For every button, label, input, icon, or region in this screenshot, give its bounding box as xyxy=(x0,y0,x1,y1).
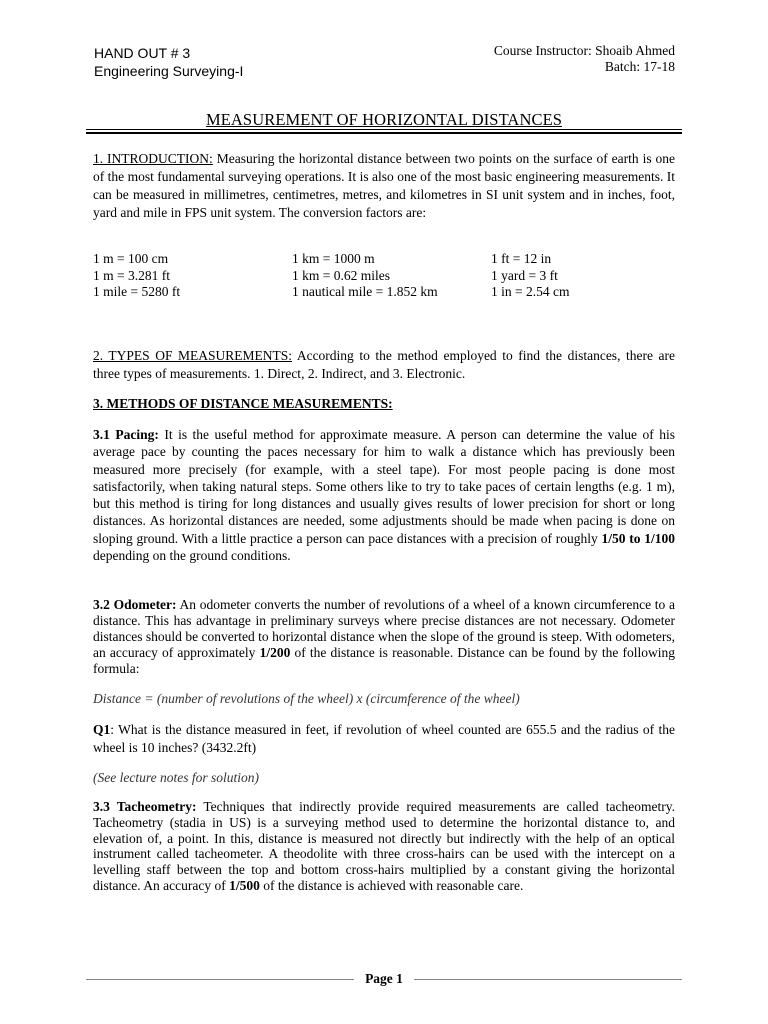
conversion-table xyxy=(93,251,683,301)
type-direct: Direct xyxy=(267,366,302,381)
conversion-cell: 1 in = 2.54 cm xyxy=(491,284,570,299)
types-heading: 2. TYPES OF MEASUREMENTS: xyxy=(93,348,293,363)
introduction-heading: 1. INTRODUCTION: xyxy=(93,151,213,166)
odometer-accuracy: 1/200 xyxy=(259,645,291,660)
introduction-text: Measuring the horizontal distance between two points on the surface of earth is one of the most fundamental surveying operations. It is also one of the most basic engineering measurements. It can be measured in millimetres, centimetres, metres, and kilometres in SI unit system and in inches, foot, yard and mile in FPS unit system. The conversion factors are: xyxy=(93,151,676,220)
tacheometry-text: of the distance is achieved with reasonable care. xyxy=(259,877,524,893)
header-right xyxy=(494,43,675,75)
introduction-section xyxy=(93,150,675,222)
types-text: , and 3. xyxy=(363,366,407,381)
solution-note: (See lecture notes for solution) xyxy=(93,770,259,785)
types-text: , 2. xyxy=(301,366,322,381)
page-number: Page 1 xyxy=(365,971,403,986)
instructor-name: Course Instructor: Shoaib Ahmed xyxy=(493,43,675,58)
odometer-text: An odometer converts the number of revolutions of a wheel of a known circumference to a distance. This has advantage in preliminary surveys where precise distances are not necessary. Odometer distances should be converted to horizontal distance when the slope of the ground is steep. With odometers, an accuracy of approximately xyxy=(93,597,675,660)
conversion-cell: 1 m = 100 cm xyxy=(93,251,169,266)
conversion-cell: 1 km = 1000 m xyxy=(292,251,375,266)
pacing-text: It is the useful method for approximate measure. A person can determine the value of his average pace by counting the paces necessary for him to walk a distance which has previously been measured more precisely (for example, with a steel tape). For most people pacing is done most satisfactorily, when taking natural steps. Some others like to try to take paces of certain lengths (e.g. 1 m), but this method is tiring for long distances and usually gives results of lower precision for short or long distances. As horizontal distances are needed, some adjustments should be made when pacing is done on sloping ground. With a little practice a person can pace distances with a precision of roughly xyxy=(93,427,676,546)
course-name: Engineering Surveying-I xyxy=(94,63,244,79)
conversion-cell: 1 mile = 5280 ft xyxy=(93,284,181,299)
pacing-section xyxy=(93,426,675,564)
conversion-cell: 1 ft = 12 in xyxy=(491,251,552,266)
question-text: : What is the distance measured in feet, if revolution of wheel counted are 655.5 and the radius of the wheel is 10 inches? (3432.2ft) xyxy=(93,722,675,755)
odometer-section xyxy=(93,597,675,677)
pacing-text: depending on the ground conditions. xyxy=(93,548,291,564)
title-rule-thick xyxy=(86,132,682,134)
types-section xyxy=(93,347,675,383)
footer-rule-right xyxy=(414,979,682,980)
question-label: Q1 xyxy=(93,722,111,737)
tacheometry-heading: 3.3 Tacheometry: xyxy=(93,799,197,814)
methods-section xyxy=(93,395,675,413)
conversion-cell: 1 m = 3.281 ft xyxy=(93,267,170,283)
conversion-cell: 1 km = 0.62 miles xyxy=(292,267,390,283)
handout-number: HAND OUT # 3 xyxy=(94,45,191,61)
conversion-cell: 1 nautical mile = 1.852 km xyxy=(292,284,438,299)
types-text: According to the method employed to find the distances, there are three types of measurements. 1. xyxy=(93,348,675,381)
tacheometry-text: Techniques that indirectly provide required measurements are called tacheometry. Tacheometry (stadia in US) is a surveying method used to determine the horizontal distance to, and elevation of, a point. In this, distance is measured not directly but indirectly with the help of an optical instrument called tacheometer. A theodolite with three cross-hairs can be used with the intercept on a levelling staff between the top and bottom cross-hairs multiplied by a constant giving the horizontal distance. An accuracy of xyxy=(93,799,676,893)
title-rule-thin xyxy=(86,129,682,130)
odometer-heading: 3.2 Odometer: xyxy=(93,597,177,612)
conversion-cell: 1 yard = 3 ft xyxy=(491,267,558,283)
tacheometry-section xyxy=(93,799,675,894)
conversion-row xyxy=(93,251,683,268)
types-text: . xyxy=(461,366,466,381)
pacing-heading: 3.1 Pacing: xyxy=(93,427,159,442)
page-title: MEASUREMENT OF HORIZONTAL DISTANCES xyxy=(205,110,563,129)
pacing-precision: 1/50 to 1/100 xyxy=(601,530,676,546)
footer-rule-left xyxy=(86,979,354,980)
conversion-row xyxy=(93,284,683,301)
conversion-row xyxy=(93,268,683,285)
distance-formula: Distance = (number of revolutions of the wheel) x (circumference of the wheel) xyxy=(93,691,520,706)
methods-heading: 3. METHODS OF DISTANCE MEASUREMENTS: xyxy=(93,396,393,411)
batch: Batch: 17-18 xyxy=(604,59,675,74)
type-indirect: Indirect xyxy=(321,366,364,381)
type-electronic: Electronic xyxy=(406,366,462,381)
question-1 xyxy=(93,721,675,757)
tacheometry-accuracy: 1/500 xyxy=(229,877,260,893)
header-left xyxy=(94,44,243,80)
odometer-text: of the distance is reasonable. Distance can be found by the following formula: xyxy=(93,645,675,676)
